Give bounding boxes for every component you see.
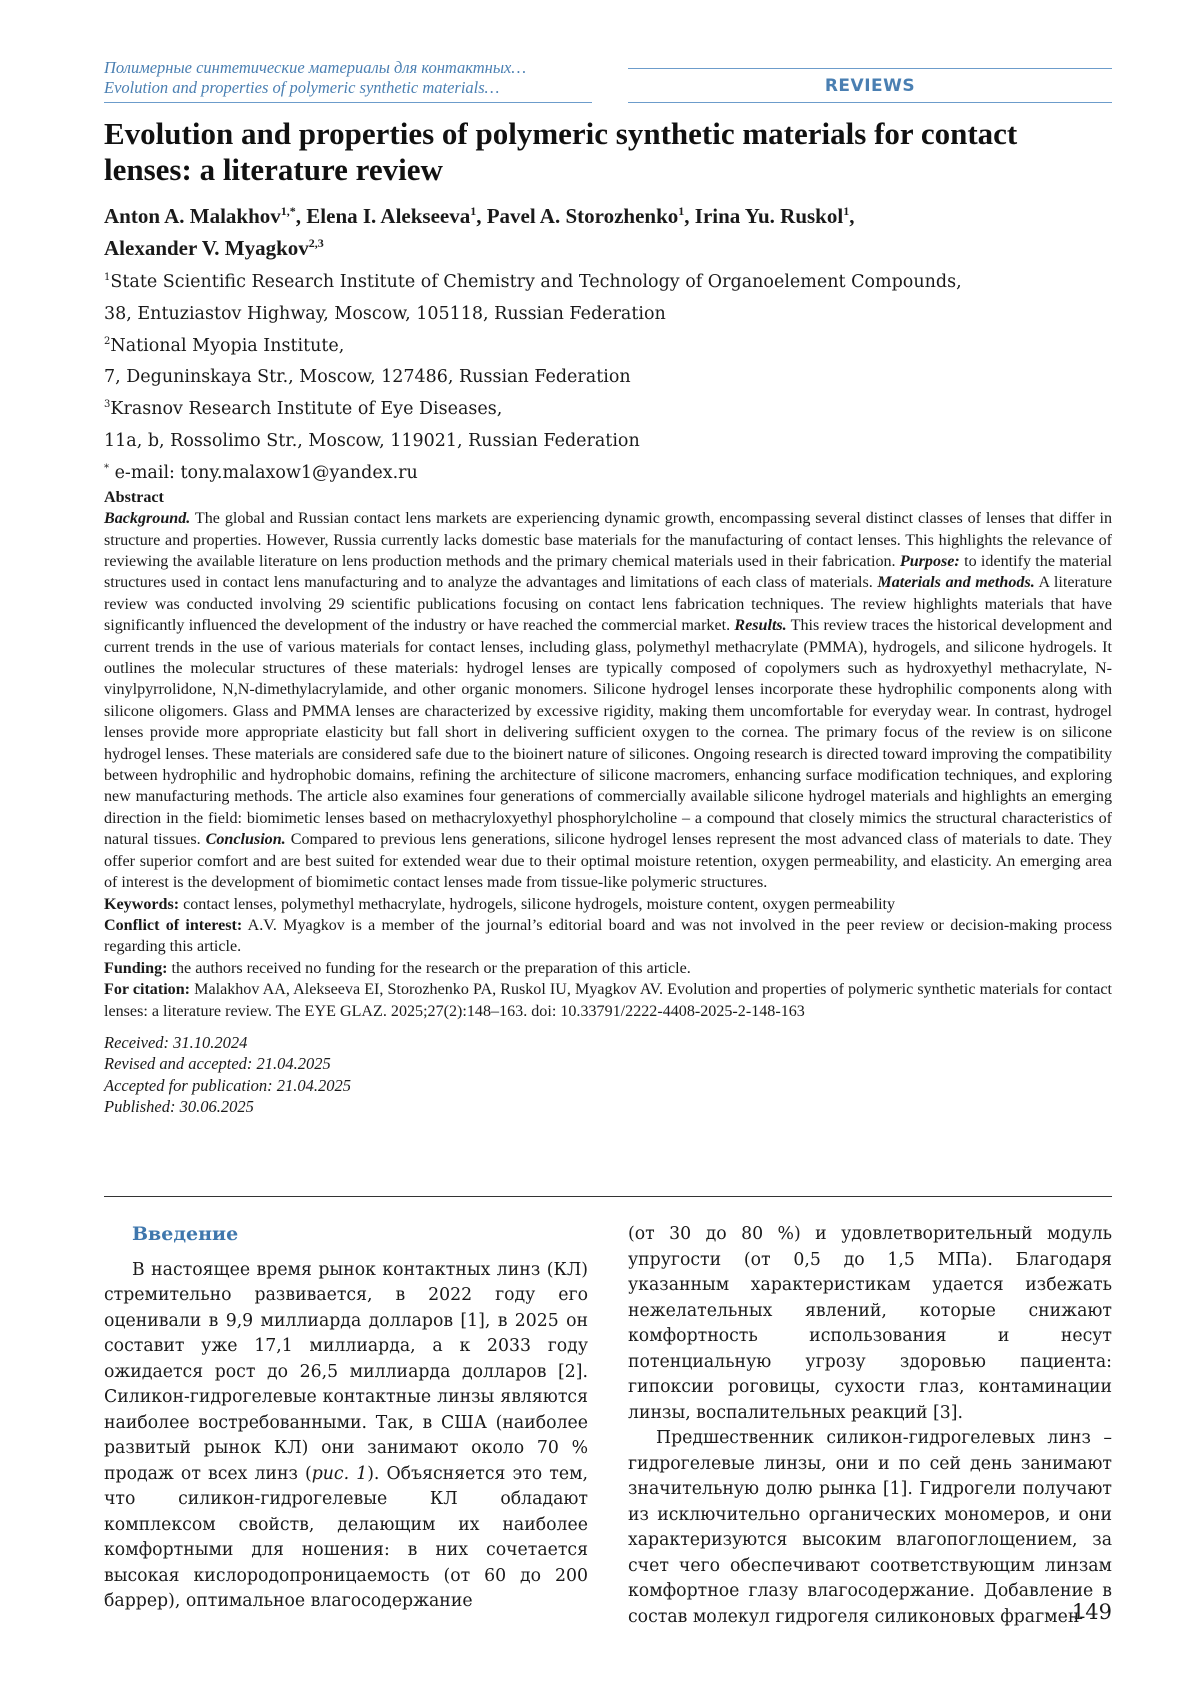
keywords: Keywords: contact lenses, polymethyl methacrylate, hydrogels, silicone hydrogels, moisture content, oxygen permeability bbox=[104, 895, 896, 913]
paragraph: В настоящее время рынок контактных линз (КЛ) стремительно развивается, в 2022 году его оценивали в 9,9 миллиарда долларов [1], в 2025 он составит уже 17,1 миллиарда, а к 2033 году ожидается рост до 26,5 миллиарда долларов [2]. Силикон-гидрогелевые контактные линзы являются наиболее востребованными. Так, в США (наиболее развитый рынок КЛ) они занимают около 70 % продаж от всех линз (рис. 1). Объясняется это тем, что силикон-гидрогелевые КЛ обладают комплексом свойств, делающим их наиболее комфортными для ношения: в них сочетается высокая кислородопроницаемость (от 60 до 200 баррер), оптимальное влагосодержание bbox=[104, 1259, 589, 1611]
section-heading-introduction: Введение bbox=[132, 1223, 239, 1245]
affiliation-line: 38, Entuziastov Highway, Moscow, 105118, Russian Federation bbox=[104, 303, 666, 324]
date-accepted: Accepted for publication: 21.04.2025 bbox=[104, 1075, 351, 1095]
abstract-body: Background. The global and Russian contact lens markets are experiencing dynamic growth, encompassing several distinct classes of lenses that differ in structure and properties. However, Russia currently lacks domestic base materials for the manufacturing of contact lenses. This highlights the relevance of reviewing the available literature on lens production methods and the primary chemical materials used in their fabrication. Purpose: to identify the material structures used in contact lens manufacturing and to analyze the advantages and limitations of each class of materials. Materials and methods. A literature review was conducted involving 29 scientific publications focusing on contact lens fabrication techniques. The review highlights materials that have significantly influenced the development of the industry or have reached the commercial market. Results. This review traces the historical development and current trends in the use of various materials for contact lenses, including glass, polymethyl methacrylate (PMMA), hydrogels, and silicone hydrogels. It outlines the molecular structures of these materials: hydrogel lenses are typically composed of copolymers such as hydroxyethyl methacrylate, N-vinylpyrrolidone, N,N-dimethylacrylamide, and other organic monomers. Silicone hydrogel lenses incorporate these hydrophilic components along with silicone oligomers. Glass and PMMA lenses are characterized by excessive rigidity, making them uncomfortable for everyday wear. In contrast, hydrogel lenses provide more appropriate elasticity but fall short in delivering sufficient oxygen to the cornea. The primary focus of the review is on silicone hydrogel lenses. These materials are considered safe due to the bioinert nature of silicones. Ongoing research is directed toward improving the compatibility between hydrophilic and hydrophobic domains, refining the architecture of silicone macromers, enhancing surface modification techniques, and exploring new manufacturing methods. The article also examines four generations of commercially available silicone hydrogel materials and highlights an emerging direction in the field: biomimetic lenses based on methacryloxyethyl phosphorylcholine – a compound that closely mimics the structural characteristics of natural tissues. Conclusion. Compared to previous lens generations, silicone hydrogel lenses represent the most advanced class of materials to date. They offer superior comfort and are best suited for extended wear due to their optimal moisture retention, oxygen permeability, and elasticity. An emerging area of interest is the development of biomimetic contact lenses made from tissue-like polymeric structures. bbox=[104, 510, 1112, 892]
abstract-heading: Abstract bbox=[104, 488, 164, 506]
running-title-ru: Полимерные синтетические материалы для контактных… bbox=[104, 58, 527, 77]
author: Elena I. Alekseeva$^1$, bbox=[306, 204, 487, 228]
affiliation-line: 7, Deguninskaya Str., Moscow, 127486, Russian Federation bbox=[104, 367, 631, 388]
author-list bbox=[104, 198, 1112, 262]
funding: Funding: the authors received no funding for the research or the preparation of this article. bbox=[104, 959, 691, 977]
author: Anton A. Malakhov$^{1,*}$, bbox=[104, 204, 307, 228]
running-title-en: Evolution and properties of polymeric synthetic materials… bbox=[104, 78, 500, 97]
article-title: Evolution and properties of polymeric synthetic materials for contact lenses: a literature review bbox=[104, 116, 1018, 187]
header-divider-right-bottom bbox=[628, 102, 1112, 103]
paragraph: Предшественник силикон-гидрогелевых линз – гидрогелевые линзы, они и по сей день занимают значительную долю рынка [1]. Гидрогели получают из исключительно органических мономеров, и они характеризуются высоким влагопоглощением, за счет чего обеспечивают соответствующим линзам комфортное глазу влагосодержание. Добавление в состав молекул гидрогеля силиконовых фрагмен- bbox=[628, 1428, 1112, 1627]
author: Irina Yu. Ruskol$^1$, bbox=[694, 204, 855, 228]
column-right bbox=[628, 1222, 1112, 1630]
date-received: Received: 31.10.2024 bbox=[104, 1032, 248, 1052]
abstract bbox=[104, 487, 1112, 1022]
running-header bbox=[104, 52, 1112, 106]
corresponding-email[interactable]: * e-mail: tony.malaxow1@yandex.ru bbox=[104, 462, 418, 483]
affiliation-line: $^3$Krasnov Research Institute of Eye Diseases, bbox=[104, 399, 503, 420]
affiliation-line: $^2$National Myopia Institute, bbox=[104, 335, 345, 356]
citation: For citation: Malakhov AA, Alekseeva EI, Storozhenko PA, Ruskol IU, Myagkov AV. Evolution and properties of polymeric synthetic materials for contact lenses: a literature review. The EYE GLAZ. 2025;27(2):148–163. doi: 10.33791/2222-4408-2025-2-148-163 bbox=[104, 981, 1112, 1020]
affiliation-line: $^1$State Scientific Research Institute of Chemistry and Technology of Organoelement Compounds, bbox=[104, 271, 962, 292]
page bbox=[104, 52, 1112, 1118]
running-title bbox=[104, 58, 592, 98]
paragraph: (от 30 до 80 %) и удовлетворительный модуль упругости (от 0,5 до 1,5 МПа). Благодаря указанным характеристикам удается избежать нежелательных явлений, которые снижают комфортность использования и несут потенциальную угрозу здоровью пациента: гипоксии роговицы, сухости глаз, контаминации линзы, воспалительных реакций [3]. bbox=[628, 1224, 1112, 1423]
section-label: REVIEWS bbox=[824, 76, 916, 96]
date-published: Published: 30.06.2025 bbox=[104, 1097, 254, 1117]
page-number: 149 bbox=[1071, 1600, 1112, 1624]
figure-reference[interactable]: рис. 1 bbox=[311, 1463, 368, 1484]
article-dates bbox=[104, 1032, 1112, 1118]
date-revised: Revised and accepted: 21.04.2025 bbox=[104, 1054, 331, 1074]
conflict-of-interest: Conflict of interest: A.V. Myagkov is a member of the journal’s editorial board and was not involved in the peer review or decision-making process regarding this article. bbox=[104, 916, 1112, 956]
author: Pavel A. Storozhenko$^1$, bbox=[486, 204, 695, 228]
header-divider-right-top bbox=[628, 68, 1112, 69]
affiliation-line: 11a, b, Rossolimo Str., Moscow, 119021, Russian Federation bbox=[104, 430, 640, 451]
section-divider bbox=[104, 1196, 1112, 1197]
header-divider-left bbox=[104, 102, 592, 103]
author: Alexander V. Myagkov$^{2,3}$ bbox=[104, 236, 324, 260]
column-left bbox=[104, 1222, 588, 1615]
affiliations bbox=[104, 264, 1112, 487]
